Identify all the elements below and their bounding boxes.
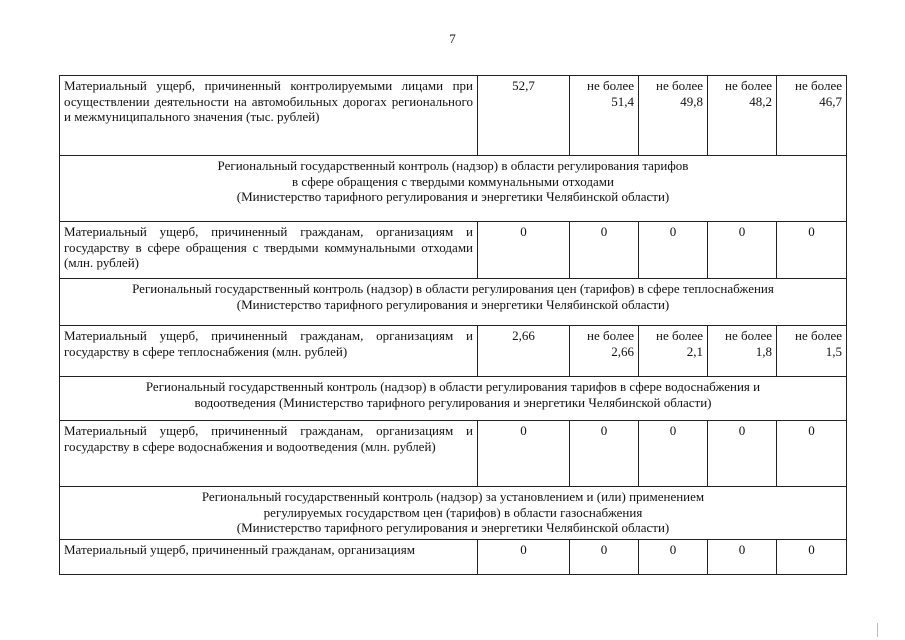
indicator-value-cell	[708, 326, 777, 377]
section-header-row	[60, 377, 847, 421]
value-number: 0	[520, 423, 527, 438]
value-number: 0	[600, 423, 608, 438]
indicator-value-cell	[478, 326, 570, 377]
value-number: 0	[808, 423, 815, 438]
value-number: 2,66	[611, 343, 634, 359]
indicator-value-cell	[708, 76, 777, 156]
indicator-description: Материальный ущерб, причиненный гражданам, организациям	[60, 539, 478, 574]
value-prefix: не более	[587, 328, 634, 343]
value-number: 0	[808, 224, 815, 239]
indicator-value-cell	[639, 326, 708, 377]
indicator-value-cell	[708, 222, 777, 279]
value-prefix: не более	[656, 78, 703, 93]
page-number: 7	[449, 31, 456, 46]
indicator-description: Материальный ущерб, причиненный гражданам, организациям и государству в сфере теплоснабжения (млн. рублей)	[60, 326, 478, 377]
value-number: 0	[600, 541, 608, 557]
value-prefix: не более	[725, 328, 772, 343]
section-header-row	[60, 156, 847, 222]
section-header-line: Региональный государственный контроль (надзор) в области регулирования цен (тарифов) в сфере теплоснабжения	[132, 281, 774, 296]
value-prefix: не более	[587, 78, 634, 93]
indicator-description: Материальный ущерб, причиненный контролируемыми лицами при осуществлении деятельности на автомобильных дорогах регионального и межмуниципального значения (тыс. рублей)	[60, 76, 478, 156]
section-header-line: Региональный государственный контроль (надзор) в области регулирования тарифов в сфере водоснабжения и	[145, 379, 761, 394]
section-header-cell	[60, 156, 847, 222]
section-header-cell	[60, 279, 847, 326]
section-header-line: Региональный государственный контроль (надзор) в области регулирования тарифов	[217, 158, 689, 173]
indicator-value-cell	[708, 539, 777, 574]
value-number: 0	[669, 541, 677, 557]
value-number: 2,66	[512, 328, 535, 343]
indicator-row	[60, 222, 847, 279]
section-header-line: в сфере обращения с твердыми коммунальными отходами	[292, 173, 614, 189]
value-number: 51,4	[611, 93, 634, 109]
indicator-value-cell	[777, 421, 847, 487]
indicator-value-cell	[777, 222, 847, 279]
value-prefix: не более	[795, 78, 842, 93]
value-number: 52,7	[512, 78, 535, 93]
section-header-line: Региональный государственный контроль (надзор) за установлением и (или) применением	[201, 489, 705, 504]
scan-edge-mark	[877, 623, 878, 637]
indicator-value-cell	[777, 326, 847, 377]
value-number: 1,8	[755, 343, 772, 359]
indicator-value-cell	[639, 421, 708, 487]
value-number: 0	[520, 224, 527, 239]
indicator-description: Материальный ущерб, причиненный гражданам, организациям и государству в сфере обращения с твердыми коммунальными отходами (млн. рублей)	[60, 222, 478, 279]
indicator-value-cell	[570, 539, 639, 574]
indicator-description: Материальный ущерб, причиненный гражданам, организациям и государству в сфере водоснабжения и водоотведения (млн. рублей)	[60, 421, 478, 487]
section-header-row	[60, 487, 847, 540]
section-header-line: (Министерство тарифного регулирования и энергетики Челябинской области)	[236, 296, 670, 312]
value-number: 46,7	[819, 93, 842, 109]
value-prefix: не более	[795, 328, 842, 343]
indicator-row	[60, 76, 847, 156]
value-number: 0	[738, 423, 746, 438]
section-header-row	[60, 279, 847, 326]
indicator-value-cell	[478, 539, 570, 574]
indicator-value-cell	[478, 421, 570, 487]
value-number: 48,2	[749, 93, 772, 109]
indicator-value-cell	[570, 222, 639, 279]
value-number: 2,1	[686, 343, 703, 359]
section-header-cell	[60, 487, 847, 540]
indicator-value-cell	[478, 76, 570, 156]
value-number: 0	[669, 224, 677, 239]
indicator-value-cell	[777, 539, 847, 574]
section-header-line: водоотведения (Министерство тарифного регулирования и энергетики Челябинской области)	[194, 394, 712, 410]
section-header-line: регулируемых государством цен (тарифов) в области газоснабжения	[263, 504, 643, 520]
indicator-row	[60, 421, 847, 487]
indicator-value-cell	[478, 222, 570, 279]
indicator-value-cell	[570, 326, 639, 377]
value-number: 0	[738, 224, 746, 239]
value-number: 0	[600, 224, 608, 239]
section-header-line: (Министерство тарифного регулирования и энергетики Челябинской области)	[236, 520, 670, 535]
indicator-row	[60, 539, 847, 574]
value-number: 0	[520, 541, 527, 557]
value-prefix: не более	[725, 78, 772, 93]
indicator-value-cell	[777, 76, 847, 156]
value-number: 0	[738, 541, 746, 557]
indicator-value-cell	[570, 421, 639, 487]
indicator-value-cell	[639, 76, 708, 156]
section-header-cell	[60, 377, 847, 421]
value-number: 0	[808, 541, 815, 557]
value-prefix: не более	[656, 328, 703, 343]
section-header-line: (Министерство тарифного регулирования и энергетики Челябинской области)	[236, 189, 670, 204]
indicator-row	[60, 326, 847, 377]
value-number: 49,8	[680, 93, 703, 109]
indicator-value-cell	[639, 222, 708, 279]
indicator-value-cell	[708, 421, 777, 487]
value-number: 0	[669, 423, 677, 438]
indicators-table	[59, 75, 847, 575]
indicator-value-cell	[570, 76, 639, 156]
indicator-value-cell	[639, 539, 708, 574]
value-number: 1,5	[825, 343, 842, 359]
